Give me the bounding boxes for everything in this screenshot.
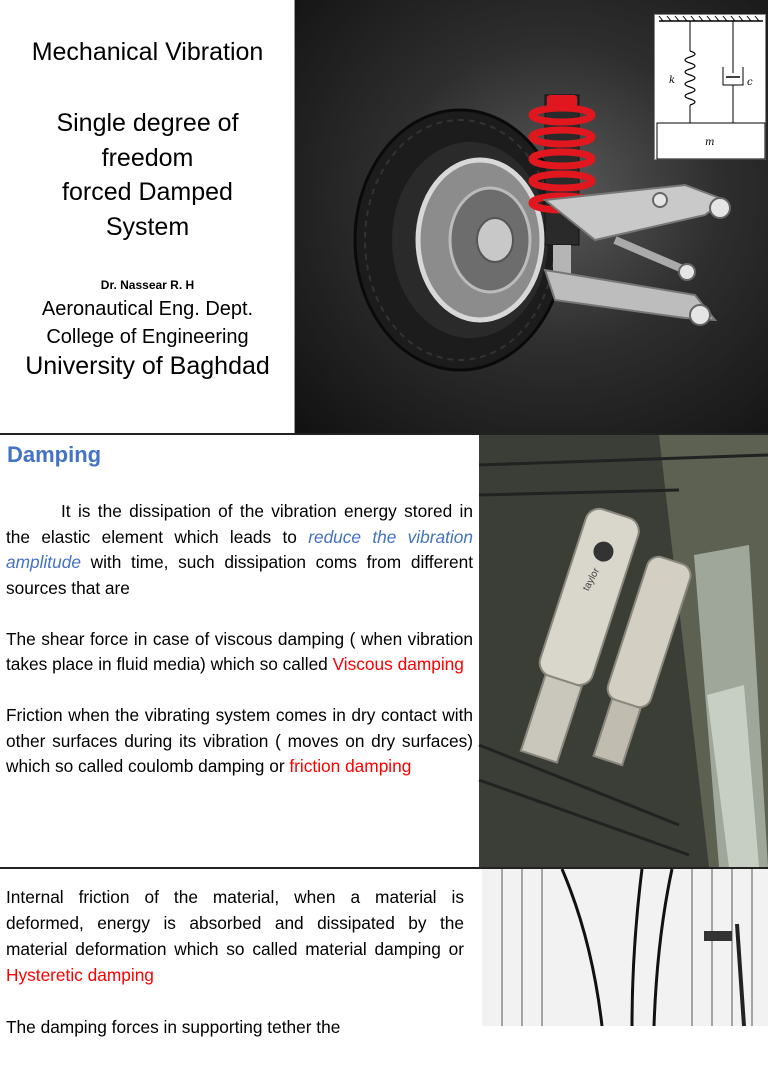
spring-damper-diagram bbox=[654, 14, 766, 160]
department bbox=[0, 295, 295, 351]
highlight-text: Hysteretic damping bbox=[6, 965, 154, 985]
brand-label: taylor bbox=[581, 566, 603, 593]
bridge-dampers-illustration bbox=[479, 435, 768, 867]
paragraph-text: with time, such dissipation coms from different sources that are bbox=[6, 552, 473, 598]
material-damping-slide bbox=[0, 867, 768, 1037]
slide-body bbox=[6, 884, 464, 1066]
paragraph-text: The damping forces in supporting tether the bbox=[6, 1017, 341, 1037]
damper-label: c bbox=[747, 77, 753, 88]
slide-title: Mechanical Vibration bbox=[31, 38, 264, 66]
subtitle-line: System bbox=[105, 212, 190, 241]
subtitle-line: forced Damped bbox=[62, 178, 233, 206]
paragraph-text: Internal friction of the material, when a material is deformed, energy is absorbed and dissipated by the material deformation which so called material damping or bbox=[6, 887, 464, 959]
spring-label: k bbox=[669, 75, 676, 86]
spring-mass-damper-icon bbox=[655, 15, 767, 161]
paragraph bbox=[6, 1014, 464, 1040]
slide-subtitle bbox=[0, 106, 295, 244]
college-line: College of Engineering bbox=[46, 326, 249, 348]
subtitle-line: freedom bbox=[101, 143, 194, 172]
suspension-bridge-photo bbox=[482, 869, 768, 1026]
paragraph-text: Friction when the vibrating system comes in dry contact with other surfaces during its vibration ( moves on dry surfaces) which so called coulomb damping or bbox=[6, 705, 473, 776]
highlight-text: reduce the vibration amplitude bbox=[6, 526, 473, 572]
paragraph bbox=[6, 703, 473, 780]
mass-label: m bbox=[705, 137, 715, 148]
paragraph bbox=[6, 884, 464, 988]
bridge-cables-illustration bbox=[482, 869, 768, 1026]
damping-slide bbox=[0, 433, 768, 867]
highlight-text: friction damping bbox=[289, 756, 412, 776]
department-line: Aeronautical Eng. Dept. bbox=[41, 298, 254, 320]
paragraph-text: The shear force in case of viscous damping ( when vibration takes place in fluid media) which so called bbox=[6, 628, 473, 674]
title-slide bbox=[0, 0, 768, 434]
subtitle-line: Single degree of bbox=[56, 109, 239, 137]
highlight-text: Viscous damping bbox=[332, 654, 464, 674]
university-name: University of Baghdad bbox=[25, 352, 270, 380]
paragraph bbox=[6, 499, 473, 601]
title-panel bbox=[0, 0, 295, 434]
author-name: Dr. Nassear R. H bbox=[100, 278, 195, 292]
damper-photo bbox=[479, 435, 768, 867]
paragraph bbox=[6, 627, 473, 678]
paragraph-text: It is the dissipation of the vibration energy stored in the elastic element which leads to bbox=[6, 501, 473, 547]
section-title: Damping bbox=[7, 442, 102, 467]
slide-body bbox=[6, 499, 473, 805]
